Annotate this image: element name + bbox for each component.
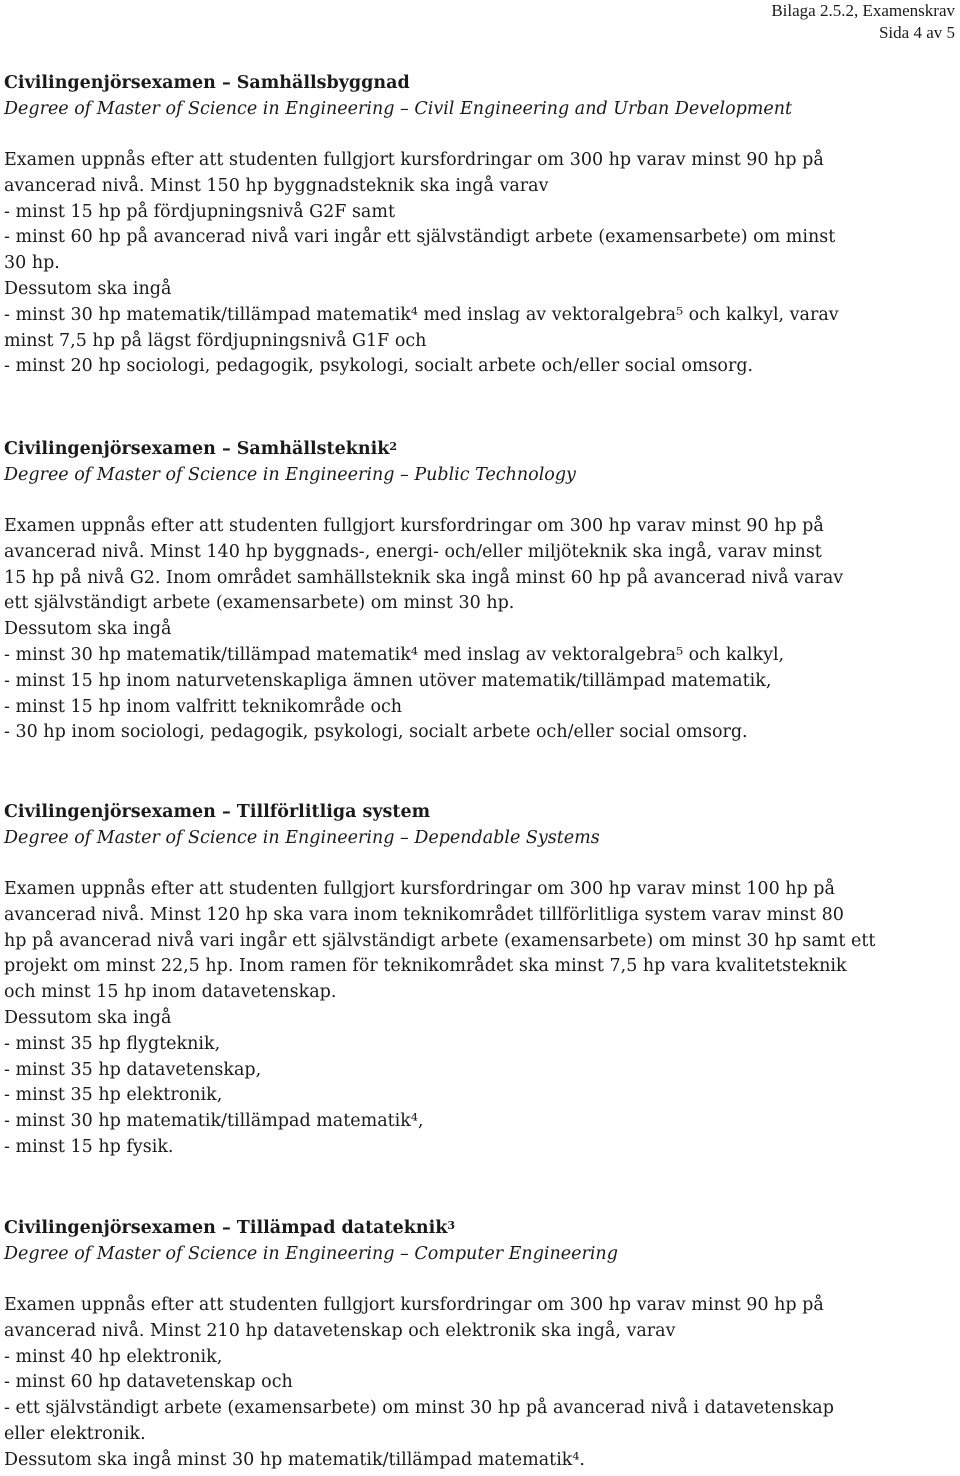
text-line: - minst 15 hp inom valfritt teknikområde och (4, 696, 403, 717)
appendix-label: Bilaga 2.5.2, Examenskrav (771, 1, 955, 20)
text-line: - minst 30 hp matematik/tillämpad matematik⁴, (4, 1111, 424, 1132)
degree-section-samhallsbyggnad (4, 70, 956, 380)
degree-section-tillforlitliga-system (4, 799, 956, 1161)
text-line: eller elektronik. (4, 1423, 146, 1444)
degree-section-samhallsteknik (4, 436, 956, 746)
text-line: Dessutom ska ingå (4, 278, 172, 299)
text-line: Examen uppnås efter att studenten fullgjort kursfordringar om 300 hp varav minst 90 hp på (4, 150, 824, 170)
requirements-text (4, 148, 956, 380)
section-title-text: Civilingenjörsexamen – Samhällsteknik (4, 439, 390, 459)
text-line: avancerad nivå. Minst 140 hp byggnads-, energi- och/eller miljöteknik ska ingå, varav minst (4, 541, 822, 562)
text-line: - minst 30 hp matematik/tillämpad matematik⁴ med inslag av vektoralgebra⁵ och kalkyl, (4, 644, 785, 665)
footnote-ref: 2 (389, 440, 397, 453)
text-line: minst 7,5 hp på lägst fördjupningsnivå G1F och (4, 330, 427, 351)
section-title (4, 70, 956, 96)
text-line: Dessutom ska ingå (4, 1007, 172, 1028)
section-title-text: Civilingenjörsexamen – Tillämpad datateknik (4, 1218, 448, 1238)
text-line: 15 hp på nivå G2. Inom området samhällsteknik ska ingå minst 60 hp på avancerad nivå varav (4, 567, 844, 588)
section-title-text: Civilingenjörsexamen – Samhällsbyggnad (4, 73, 410, 93)
text-line: - ett självständigt arbete (examensarbete) om minst 30 hp på avancerad nivå i datavetenskap (4, 1398, 834, 1419)
degree-section-tillampad-datateknik (4, 1215, 956, 1474)
text-line: Dessutom ska ingå (4, 619, 172, 640)
requirements-text (4, 1293, 956, 1474)
text-line: - minst 35 hp flygteknik, (4, 1033, 221, 1054)
text-line: - minst 15 hp på fördjupningsnivå G2F samt (4, 201, 395, 222)
text-line: Dessutom ska ingå minst 30 hp matematik/tillämpad matematik⁴. (4, 1449, 585, 1470)
requirements-text (4, 877, 956, 1161)
text-line: - minst 30 hp matematik/tillämpad matematik⁴ med inslag av vektoralgebra⁵ och kalkyl, varav (4, 304, 839, 325)
text-line: projekt om minst 22,5 hp. Inom ramen för teknikområdet ska minst 7,5 hp vara kvalitetsteknik (4, 956, 847, 977)
text-line: Examen uppnås efter att studenten fullgjort kursfordringar om 300 hp varav minst 90 hp på (4, 516, 824, 536)
section-subtitle: Degree of Master of Science in Engineering – Civil Engineering and Urban Development (4, 99, 793, 119)
text-line: - minst 15 hp fysik. (4, 1136, 174, 1157)
text-line: - minst 35 hp datavetenskap, (4, 1059, 262, 1080)
text-line: - minst 40 hp elektronik, (4, 1346, 223, 1367)
text-line: avancerad nivå. Minst 120 hp ska vara inom teknikområdet tillförlitliga system varav minst 80 (4, 904, 844, 925)
text-line: - minst 60 hp på avancerad nivå vari ingår ett självständigt arbete (examensarbete) om minst (4, 227, 836, 248)
footnote-ref: 3 (447, 1219, 456, 1232)
text-line: - 30 hp inom sociologi, pedagogik, psykologi, socialt arbete och/eller social omsorg. (4, 722, 748, 743)
text-line: - minst 15 hp inom naturvetenskapliga ämnen utöver matematik/tillämpad matematik, (4, 670, 772, 691)
text-line: - minst 35 hp elektronik, (4, 1085, 223, 1106)
section-subtitle: Degree of Master of Science in Engineering – Public Technology (4, 465, 576, 485)
page-number: Sida 4 av 5 (878, 23, 955, 42)
text-line: ett självständigt arbete (examensarbete) om minst 30 hp. (4, 593, 515, 614)
text-line: avancerad nivå. Minst 150 hp byggnadsteknik ska ingå varav (4, 175, 549, 196)
text-line: Examen uppnås efter att studenten fullgjort kursfordringar om 300 hp varav minst 100 hp på (4, 879, 835, 899)
section-title (4, 1215, 956, 1241)
text-line: Examen uppnås efter att studenten fullgjort kursfordringar om 300 hp varav minst 90 hp på (4, 1295, 824, 1315)
text-line: - minst 20 hp sociologi, pedagogik, psykologi, socialt arbete och/eller social omsorg. (4, 356, 754, 377)
text-line: - minst 60 hp datavetenskap och (4, 1372, 293, 1393)
text-line: hp på avancerad nivå vari ingår ett självständigt arbete (examensarbete) om minst 30 hp samt ett (4, 930, 876, 951)
section-title (4, 799, 956, 825)
section-subtitle: Degree of Master of Science in Engineering – Dependable Systems (4, 828, 600, 848)
section-title (4, 436, 956, 462)
page-header (771, 0, 955, 44)
section-title-text: Civilingenjörsexamen – Tillförlitliga system (4, 802, 431, 822)
requirements-text (4, 514, 956, 746)
text-line: avancerad nivå. Minst 210 hp datavetenskap och elektronik ska ingå, varav (4, 1320, 676, 1341)
text-line: 30 hp. (4, 253, 60, 274)
text-line: och minst 15 hp inom datavetenskap. (4, 982, 337, 1003)
section-subtitle: Degree of Master of Science in Engineering – Computer Engineering (4, 1244, 618, 1264)
